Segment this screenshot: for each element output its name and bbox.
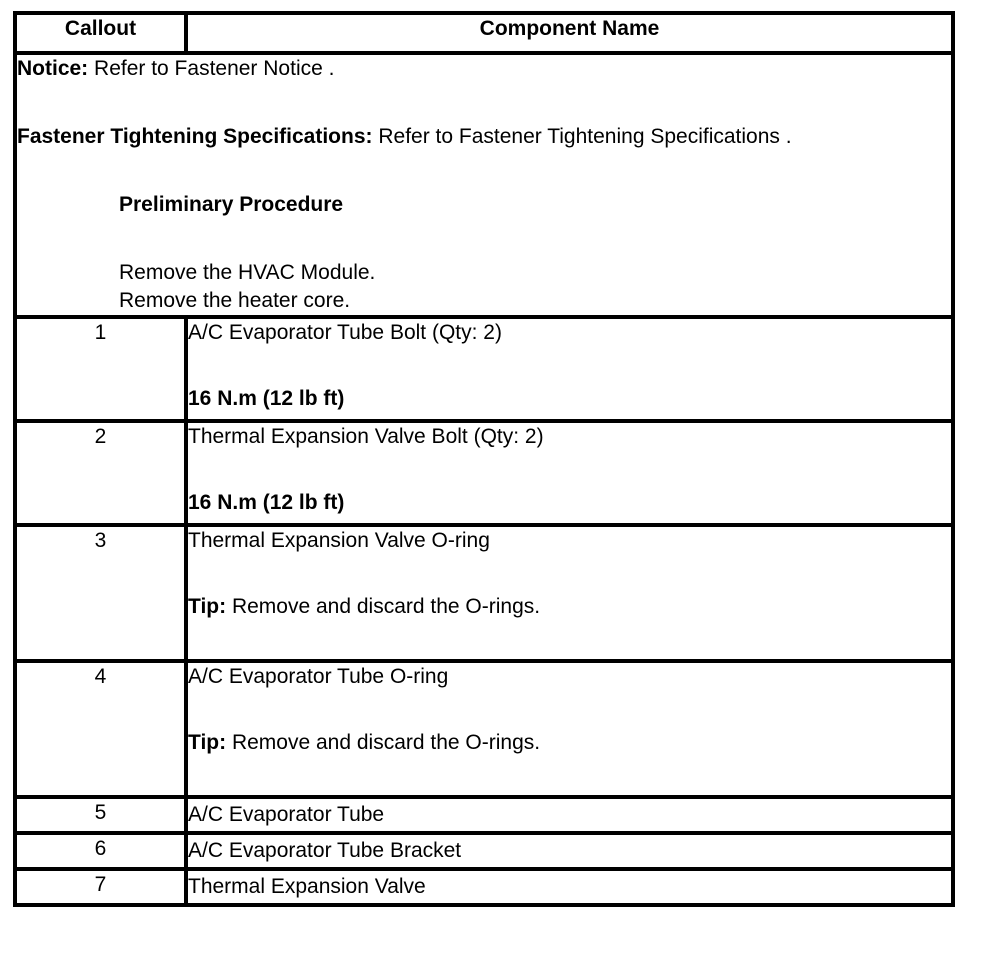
component-cell (186, 525, 953, 661)
component-cell (186, 661, 953, 797)
table-row (15, 661, 953, 797)
notice-label: Notice: (17, 57, 89, 80)
table-row (15, 833, 953, 869)
callout-number: 5 (15, 797, 186, 833)
component-cell (186, 317, 953, 421)
callout-number: 4 (15, 661, 186, 797)
fastener-spec-label: Fastener Tightening Specifications: (17, 125, 373, 148)
component-name: A/C Evaporator Tube (186, 797, 953, 833)
component-name: A/C Evaporator Tube Bracket (186, 833, 953, 869)
tip-text: Remove and discard the O-rings. (226, 595, 541, 618)
table-header-row (15, 13, 953, 53)
component-name: Thermal Expansion Valve O-ring (188, 529, 490, 552)
torque-spec: 16 N.m (12 lb ft) (188, 387, 345, 410)
fastener-spec-text: Refer to Fastener Tightening Specifications . (372, 125, 792, 148)
component-table-container (13, 11, 951, 907)
intro-row (15, 53, 953, 317)
component-name: Thermal Expansion Valve Bolt (Qty: 2) (188, 425, 544, 448)
table-row (15, 421, 953, 525)
fastener-spec-line (17, 123, 951, 151)
tip-label: Tip: (188, 731, 227, 754)
callout-number: 2 (15, 421, 186, 525)
component-name: Thermal Expansion Valve (186, 869, 953, 905)
intro-cell (15, 53, 953, 317)
component-name: A/C Evaporator Tube Bolt (Qty: 2) (188, 321, 502, 344)
tip-label: Tip: (188, 595, 227, 618)
table-row (15, 797, 953, 833)
callout-number: 6 (15, 833, 186, 869)
component-name: A/C Evaporator Tube O-ring (188, 665, 449, 688)
table-row (15, 525, 953, 661)
component-name-column-header: Component Name (186, 13, 953, 53)
component-cell (186, 421, 953, 525)
tip-text: Remove and discard the O-rings. (226, 731, 541, 754)
callout-number: 3 (15, 525, 186, 661)
preliminary-step: Remove the heater core. (119, 289, 351, 312)
callout-number: 7 (15, 869, 186, 905)
tip-line (188, 729, 951, 757)
tip-line (188, 593, 951, 621)
component-table (13, 11, 955, 907)
preliminary-procedure-heading: Preliminary Procedure (119, 193, 344, 216)
notice-line (17, 55, 951, 83)
torque-spec: 16 N.m (12 lb ft) (188, 491, 345, 514)
callout-number: 1 (15, 317, 186, 421)
callout-column-header: Callout (15, 13, 186, 53)
table-row (15, 317, 953, 421)
notice-text: Refer to Fastener Notice . (88, 57, 335, 80)
preliminary-step: Remove the HVAC Module. (119, 261, 376, 284)
table-row (15, 869, 953, 905)
